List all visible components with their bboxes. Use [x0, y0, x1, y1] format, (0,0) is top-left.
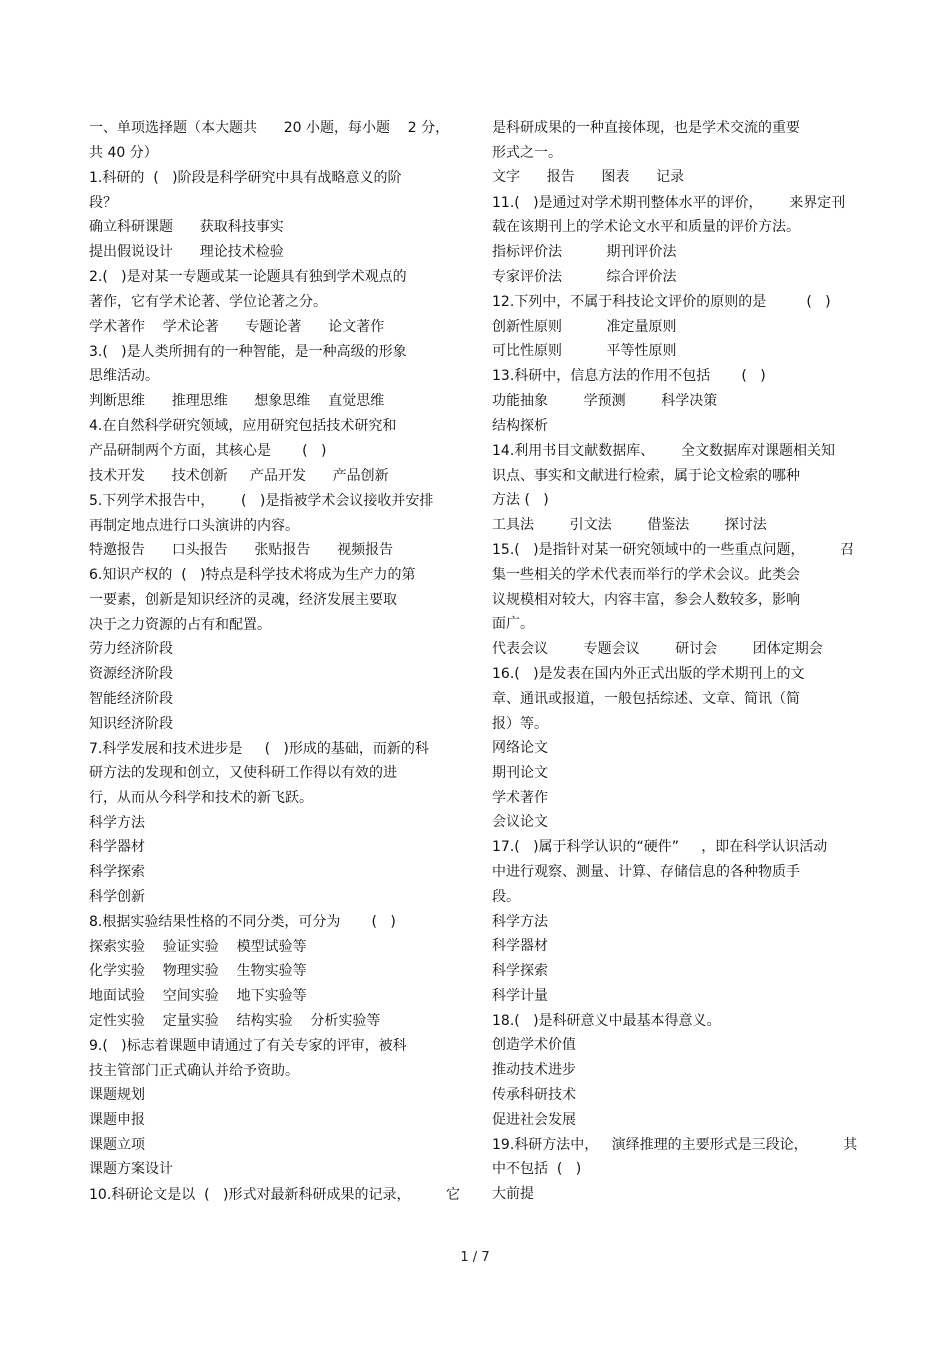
text-line: 指标评价法 期刊评价法 [492, 243, 677, 260]
text-line: 研方法的发现和创立，又使科研工作得以有效的进 [89, 765, 397, 782]
text-line: 智能经济阶段 [89, 690, 173, 707]
text-line: 再制定地点进行口头演讲的内容。 [89, 517, 299, 534]
text-line: 资源经济阶段 [89, 666, 173, 683]
text-line: 地面试验 空间实验 地下实验等 [89, 988, 307, 1005]
text-line: 特邀报告 口头报告 张贴报告 视频报告 [89, 542, 394, 559]
text-line: 知识经济阶段 [89, 715, 173, 732]
text-line: 9.( )标志着课题申请通过了有关专家的评审，被科 [89, 1037, 407, 1054]
text-line: 1.科研的 ( )阶段是科学研究中具有战略意义的阶 [89, 169, 402, 186]
text-line: 10.科研论文是以 ( )形式对最新科研成果的记录， 它 [89, 1186, 461, 1203]
text-line: 代表会议 专题会议 研讨会 团体定期会 [492, 640, 823, 657]
text-line: 段？ [89, 194, 117, 211]
text-line: 章、通讯或报道，一般包括综述、文章、简讯（简 [492, 690, 800, 707]
text-line: 科学计量 [492, 987, 548, 1004]
text-line: 19.科研方法中， 演绎推理的主要形式是三段论， 其 [492, 1136, 858, 1153]
text-line: 中进行观察、测量、计算、存储信息的各种物质手 [492, 864, 800, 881]
text-line: 12.下列中，不属于科技论文评价的原则的是 ( ) [492, 293, 831, 310]
text-line: 13.科研中，信息方法的作用不包括 ( ) [492, 368, 766, 385]
text-line: 17.( )属于科学认识的“硬件” ，即在科学认识活动 [492, 839, 828, 856]
text-line: 课题方案设计 [89, 1161, 173, 1178]
text-line: 传承科研技术 [492, 1086, 576, 1103]
text-line: 科学探索 [89, 864, 145, 881]
text-line: 议规模相对较大，内容丰富，参会人数较多，影响 [492, 591, 800, 608]
text-line: 可比性原则 平等性原则 [492, 343, 677, 360]
text-line: 产品研制两个方面，其核心是 ( ) [89, 442, 327, 459]
text-line: 促进社会发展 [492, 1111, 576, 1128]
text-line: 课题立项 [89, 1136, 145, 1153]
text-line: 文字 报告 图表 记录 [492, 169, 685, 186]
text-line: 2.( )是对某一专题或某一论题具有独到学术观点的 [89, 269, 407, 286]
text-line: 提出假说设计 理论技术检验 [89, 243, 284, 260]
text-line: 会议论文 [492, 814, 548, 831]
text-line: 课题规划 [89, 1087, 145, 1104]
page-number: 1 / 7 [460, 1250, 490, 1265]
text-line: 大前提 [492, 1186, 534, 1203]
text-line: 创造学术价值 [492, 1037, 576, 1054]
text-line: 技主管部门正式确认并给予资助。 [89, 1062, 299, 1079]
text-line: 劳力经济阶段 [89, 641, 173, 658]
text-line: 科学方法 [492, 913, 548, 930]
text-line: 一、单项选择题（本大题共 20 小题，每小题 2 分， [89, 120, 450, 136]
text-line: 网络论文 [492, 740, 548, 757]
text-line: 科学探索 [492, 962, 548, 979]
text-line: 创新性原则 准定量原则 [492, 318, 677, 335]
text-line: 载在该期刊上的学术论文水平和质量的评价方法。 [492, 219, 800, 236]
text-line: 定性实验 定量实验 结构实验 分析实验等 [89, 1012, 381, 1029]
text-line: 形式之一。 [492, 144, 562, 161]
text-line: 11.( )是通过对学术期刊整体水平的评价， 来界定刊 [492, 194, 846, 211]
text-line: 结构探析 [492, 417, 548, 434]
text-line: 18.( )是科研意义中最基本得意义。 [492, 1012, 721, 1029]
text-line: 4.在自然科学研究领域，应用研究包括技术研究和 [89, 418, 397, 435]
text-line: 行，从而从今科学和技术的新飞跃。 [89, 790, 313, 807]
text-line: 是科研成果的一种直接体现，也是学术交流的重要 [492, 120, 800, 136]
text-line: 方法 ( ) [492, 492, 549, 509]
text-line: 探索实验 验证实验 模型试验等 [89, 938, 307, 955]
text-line: 技术开发 技术创新 产品开发 产品创新 [89, 467, 389, 484]
text-line: 14.利用书目文献数据库、 全文数据库对课题相关知 [492, 442, 835, 459]
text-line: 科学器材 [492, 938, 548, 955]
text-line: 推动技术进步 [492, 1062, 576, 1079]
text-line: 思维活动。 [89, 368, 159, 385]
text-line: 确立科研课题 获取科技事实 [89, 219, 284, 236]
text-line: 15.( )是指针对某一研究领域中的一些重点问题， 召 [492, 542, 855, 559]
text-line: 中不包括 ( ) [492, 1161, 582, 1178]
text-line: 学术著作 [492, 789, 548, 806]
text-line: 6.知识产权的 ( )特点是科学技术将成为生产力的第 [89, 567, 416, 584]
text-line: 化学实验 物理实验 生物实验等 [89, 963, 307, 980]
text-line: 报）等。 [492, 715, 548, 732]
text-line: 学术著作 学术论著 专题论著 论文著作 [89, 318, 385, 335]
text-line: 共 40 分） [89, 144, 158, 161]
text-line: 集一些相关的学术代表而举行的学术会议。此类会 [492, 566, 800, 583]
text-line: 识点、事实和文献进行检索，属于论文检索的哪种 [492, 467, 800, 484]
text-line: 段。 [492, 888, 520, 905]
text-line: 科学方法 [89, 814, 145, 831]
left-column [89, 116, 461, 1207]
text-line: 面广。 [492, 616, 534, 633]
text-line: 3.( )是人类所拥有的一种智能，是一种高级的形象 [89, 343, 407, 360]
text-line: 著作，它有学术论著、学位论著之分。 [89, 293, 327, 310]
text-line: 专家评价法 综合评价法 [492, 268, 677, 285]
text-line: 8.根据实验结果性格的不同分类，可分为 ( ) [89, 914, 396, 930]
text-line: 期刊论文 [492, 764, 548, 781]
text-line: 课题申报 [89, 1112, 145, 1128]
text-line: 科学器材 [89, 839, 145, 856]
text-line: 5.下列学术报告中， ( )是指被学术会议接收并安排 [89, 492, 434, 509]
text-line: 一要素，创新是知识经济的灵魂，经济发展主要取 [89, 592, 397, 609]
text-line: 工具法 引文法 借鉴法 探讨法 [492, 517, 767, 533]
text-line: 功能抽象 学预测 科学决策 [492, 393, 718, 410]
text-line: 判断思维 推理思维 想象思维 直觉思维 [89, 393, 385, 410]
text-line: 7.科学发展和技术进步是 ( )形成的基础，而新的科 [89, 740, 429, 757]
text-line: 16.( )是发表在国内外正式出版的学术期刊上的文 [492, 666, 805, 683]
right-column [492, 116, 864, 1207]
text-line: 决于之力资源的占有和配置。 [89, 616, 271, 633]
text-line: 科学创新 [89, 888, 145, 905]
